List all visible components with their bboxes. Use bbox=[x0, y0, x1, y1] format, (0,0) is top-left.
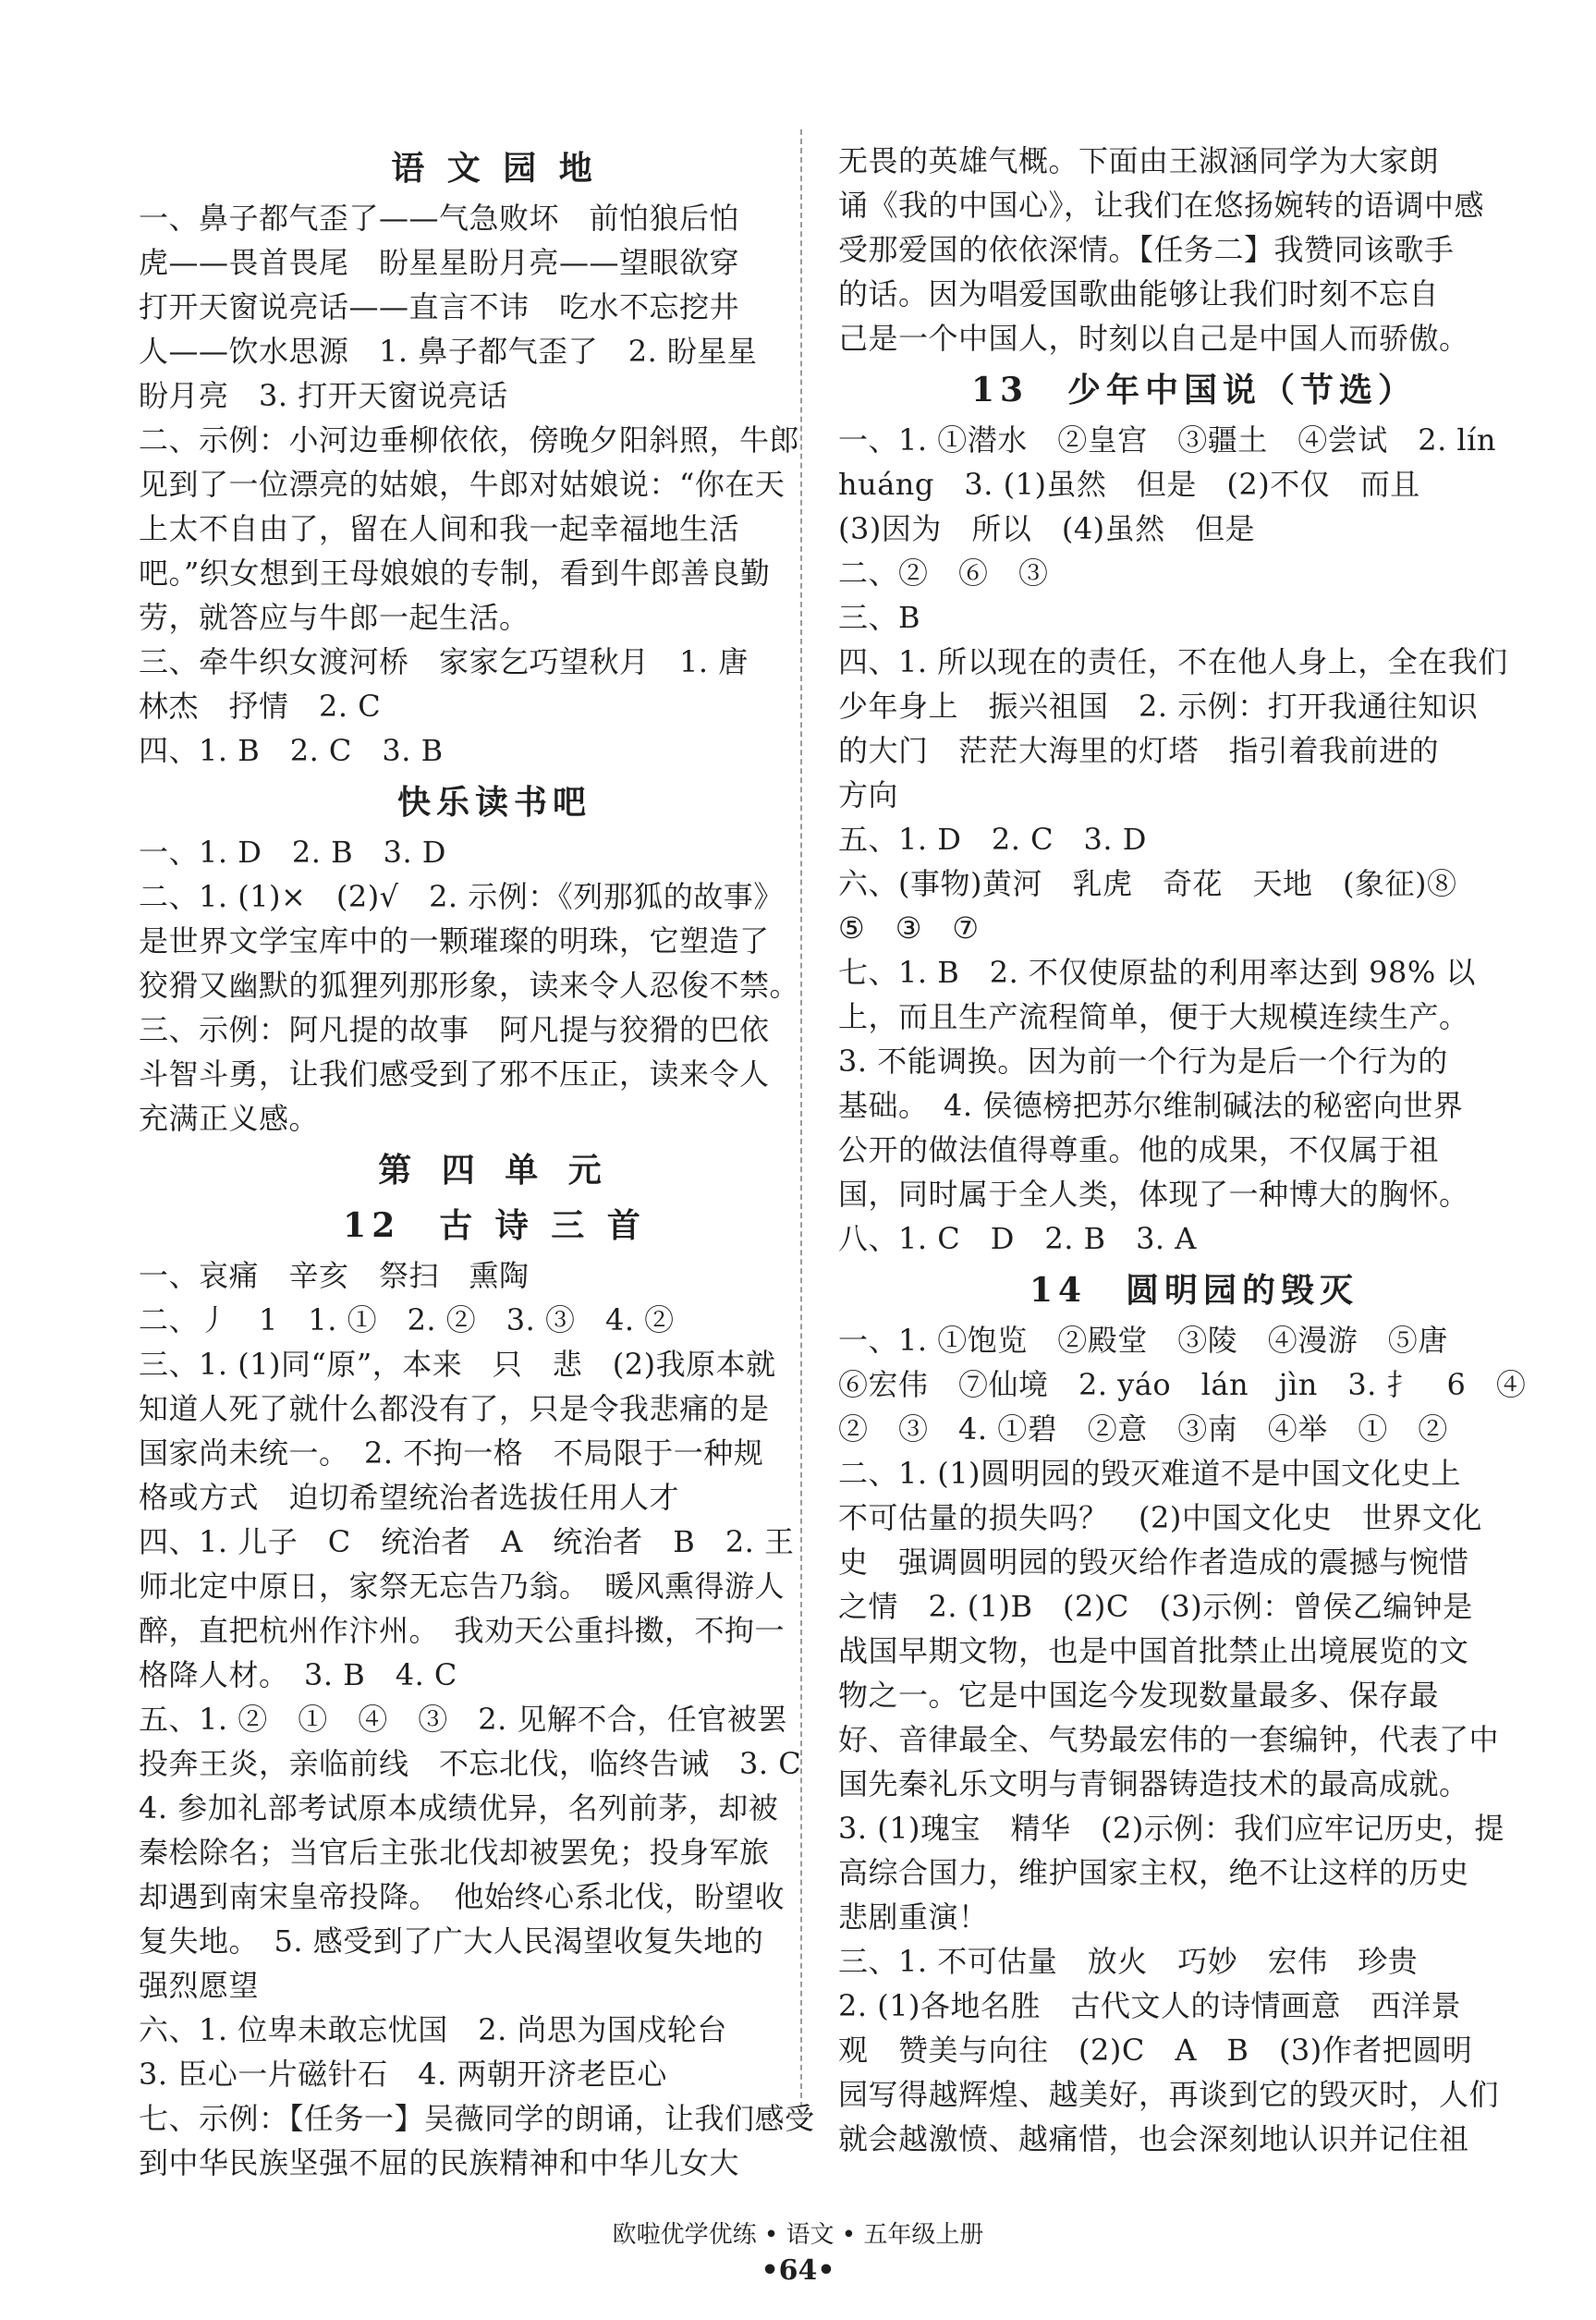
answer-line: 一、鼻子都气歪了——气急败坏 前怕狼后怕 bbox=[139, 201, 740, 236]
section-body bbox=[838, 418, 1550, 1261]
answer-line: 悲剧重演！ bbox=[838, 1899, 989, 1935]
answer-line: 国，同时属于全人类，体现了一种博大的胸怀。 bbox=[838, 1177, 1469, 1212]
answer-line: huáng 3. (1)虽然 但是 (2)不仅 而且 bbox=[838, 467, 1420, 502]
answer-line: 的大门 茫茫大海里的灯塔 指引着我前进的 bbox=[838, 733, 1440, 768]
answer-line: 少年身上 振兴祖国 2. 示例：打开我通往知识 bbox=[838, 689, 1479, 724]
answer-line: 七、示例：【任务一】吴薇同学的朗诵，让我们感受 bbox=[139, 2101, 815, 2136]
answer-line: 六、1. 位卑未敢忘忧国 2. 尚思为国戍轮台 bbox=[139, 2012, 727, 2047]
answer-line: 国先秦礼乐文明与青铜器铸造技术的最高成就。 bbox=[838, 1766, 1469, 1801]
answer-line: 上，而且生产流程简单，便于大规模连续生产。 bbox=[838, 999, 1469, 1034]
answer-line: 是世界文学宝库中的一颗璀璨的明珠，它塑造了 bbox=[139, 923, 770, 959]
unit-title: 第 四 单 元 bbox=[378, 1151, 611, 1190]
section-body bbox=[139, 830, 850, 1141]
answer-line: 二、② ⑥ ③ bbox=[838, 556, 1049, 591]
answer-line: 秦桧除名；当官后主张北伐却被罢免；投身军旅 bbox=[139, 1835, 770, 1870]
answer-line: 八、1. C D 2. B 3. A bbox=[838, 1221, 1197, 1256]
answer-line: 史 强调圆明园的毁灭给作者造成的震撼与惋惜 bbox=[838, 1545, 1469, 1580]
answer-line: 国家尚未统一。 2. 不拘一格 不局限于一种规 bbox=[139, 1435, 764, 1471]
answer-line: 强烈愿望 bbox=[139, 1968, 260, 2003]
answer-line: ⑥宏伟 ⑦仙境 2. yáo lán jìn 3. 扌 6 ④ bbox=[838, 1367, 1527, 1402]
footer-book-title: 欧啦优学优练 • 语文 • 五年级上册 bbox=[612, 2221, 984, 2249]
answer-line: 不可估量的损失吗？ (2)中国文化史 世界文化 bbox=[838, 1500, 1482, 1535]
answer-line: 四、1. B 2. C 3. B bbox=[139, 733, 444, 768]
answer-line: 基础。 4. 侯德榜把苏尔维制碱法的秘密向世界 bbox=[838, 1088, 1464, 1123]
answer-line: 三、1. 不可估量 放火 巧妙 宏伟 珍贵 bbox=[838, 1944, 1419, 1979]
answer-line: 二、示例：小河边垂柳依依，傍晚夕阳斜照，牛郎 bbox=[139, 422, 800, 458]
answer-line: 公开的做法值得尊重。他的成果，不仅属于祖 bbox=[838, 1132, 1440, 1167]
answer-line: 上太不自由了，留在人间和我一起幸福地生活 bbox=[139, 511, 740, 546]
answer-line: 无畏的英雄气概。下面由王淑涵同学为大家朗 bbox=[838, 143, 1440, 178]
answer-line: 六、(事物)黄河 乳虎 奇花 天地 (象征)⑧ bbox=[838, 866, 1457, 901]
answer-line: 高综合国力，维护国家主权，绝不让这样的历史 bbox=[838, 1855, 1469, 1890]
answer-line: 物之一。它是中国迄今发现数量最多、保存最 bbox=[838, 1678, 1440, 1713]
answer-line: 方向 bbox=[838, 777, 899, 812]
answer-line: 见到了一位漂亮的姑娘，牛郎对姑娘说：“你在天 bbox=[139, 467, 786, 502]
answer-line: 五、1. ② ① ④ ③ 2. 见解不合，任官被罢 bbox=[139, 1702, 787, 1737]
answer-line: 师北定中原日，家祭无忘告乃翁。 暖风熏得游人 bbox=[139, 1569, 786, 1604]
answer-line: 狡猾又幽默的狐狸列那形象，读来令人忍俊不禁。 bbox=[139, 968, 800, 1003]
answer-line: 二、1. (1)圆明园的毁灭难道不是中国文化史上 bbox=[838, 1456, 1462, 1491]
answer-line: 一、1. D 2. B 3. D bbox=[139, 835, 446, 870]
answer-line: 四、1. 所以现在的责任，不在他人身上，全在我们 bbox=[838, 644, 1508, 679]
answer-line: 3. 臣心一片磁针石 4. 两朝开济老臣心 bbox=[139, 2057, 667, 2092]
answer-line: 格降人材。 3. B 4. C bbox=[139, 1657, 457, 1692]
answer-line: 七、1. B 2. 不仅使原盐的利用率达到 98% 以 bbox=[838, 955, 1476, 990]
answer-line: 劳，就答应与牛郎一起生活。 bbox=[139, 600, 530, 635]
answer-line: 一、1. ①潜水 ②皇宫 ③疆土 ④尝试 2. lín bbox=[838, 422, 1496, 458]
answer-line: 醉，直把杭州作汴州。 我劝天公重抖擞，不拘一 bbox=[139, 1613, 786, 1648]
answer-line: 一、哀痛 辛亥 祭扫 熏陶 bbox=[139, 1258, 530, 1293]
answer-line: 充满正义感。 bbox=[139, 1101, 320, 1136]
answer-line: 人——饮水思源 1. 鼻子都气歪了 2. 盼星星 bbox=[139, 334, 758, 369]
answer-line: 己是一个中国人，时刻以自己是中国人而骄傲。 bbox=[838, 321, 1469, 356]
answer-line: 却遇到南宋皇帝投降。 他始终心系北伐，盼望收 bbox=[139, 1879, 786, 1914]
section-title-yuwen-yuandi: 语 文 园 地 bbox=[391, 149, 598, 188]
answer-line: 战国早期文物，也是中国首批禁止出境展览的文 bbox=[838, 1633, 1469, 1668]
answer-line: 林杰 抒情 2. C bbox=[139, 689, 382, 724]
answer-line: 二、1. (1)× (2)√ 2. 示例：《列那狐的故事》 bbox=[139, 879, 784, 914]
answer-line: 复失地。 5. 感受到了广大人民渴望收复失地的 bbox=[139, 1923, 764, 1959]
section-body bbox=[139, 196, 850, 773]
answer-line: 吧。”织女想到王母娘娘的专制，看到牛郎善良勤 bbox=[139, 556, 771, 591]
section-title-lesson-13: 13 少年中国说（节选） bbox=[970, 371, 1418, 409]
section-body bbox=[838, 139, 1550, 360]
answer-line: 到中华民族坚强不屈的民族精神和中华儿女大 bbox=[139, 2145, 740, 2180]
answer-line: 格或方式 迫切希望统治者选拔任用人才 bbox=[139, 1480, 680, 1515]
answer-line: 三、牵牛织女渡河桥 家家乞巧望秋月 1. 唐 bbox=[139, 644, 749, 679]
answer-line: 斗智斗勇，让我们感受到了邪不压正，读来令人 bbox=[139, 1056, 770, 1092]
answer-line: 4. 参加礼部考试原本成绩优异，名列前茅，却被 bbox=[139, 1790, 779, 1825]
answer-line: 五、1. D 2. C 3. D bbox=[838, 822, 1147, 857]
page-number: •64• bbox=[761, 2254, 835, 2287]
answer-line: 虎——畏首畏尾 盼星星盼月亮——望眼欲穿 bbox=[139, 245, 740, 280]
answer-line: 的话。因为唱爱国歌曲能够让我们时刻不忘自 bbox=[838, 276, 1440, 311]
answer-line: 投奔王炎，亲临前线 不忘北伐，临终告诫 3. C bbox=[139, 1746, 802, 1781]
answer-line: (3)因为 所以 (4)虽然 但是 bbox=[838, 511, 1256, 546]
answer-line: ② ③ 4. ①碧 ②意 ③南 ④举 ① ② bbox=[838, 1411, 1448, 1447]
answer-line: 二、丿 1 1. ① 2. ② 3. ③ 4. ② bbox=[139, 1302, 675, 1337]
left-column bbox=[139, 139, 850, 2185]
section-title-lesson-12: 12 古 诗 三 首 bbox=[343, 1206, 646, 1245]
answer-line: 三、B bbox=[838, 600, 921, 635]
answer-line: 四、1. 儿子 C 统治者 A 统治者 B 2. 王 bbox=[139, 1524, 795, 1559]
answer-line: 3. (1)瑰宝 精华 (2)示例：我们应牢记历史，提 bbox=[838, 1811, 1505, 1846]
section-body bbox=[838, 1318, 1550, 2161]
answer-line: 三、示例：阿凡提的故事 阿凡提与狡猾的巴依 bbox=[139, 1012, 770, 1047]
answer-line: 好、音律最全、气势最宏伟的一套编钟，代表了中 bbox=[838, 1722, 1500, 1757]
answer-line: 受那爱国的依依深情。【任务二】我赞同该歌手 bbox=[838, 232, 1455, 267]
answer-line: 知道人死了就什么都没有了，只是令我悲痛的是 bbox=[139, 1391, 770, 1426]
answer-line: 诵《我的中国心》，让我们在悠扬婉转的语调中感 bbox=[838, 188, 1485, 223]
answer-line: 三、1. (1)同“原”，本来 只 悲 (2)我原本就 bbox=[139, 1347, 776, 1382]
answer-line: 园写得越辉煌、越美好，再谈到它的毁灭时，人们 bbox=[838, 2077, 1500, 2112]
section-title-reading: 快乐读书吧 bbox=[396, 783, 591, 822]
answer-line: 就会越激愤、越痛惜，也会深刻地认识并记住祖 bbox=[838, 2121, 1469, 2156]
answer-line: 观 赞美与向往 (2)C A B (3)作者把圆明 bbox=[838, 2033, 1473, 2068]
answer-line: 打开天窗说亮话——直言不讳 吃水不忘挖井 bbox=[139, 289, 740, 324]
answer-line: 盼月亮 3. 打开天窗说亮话 bbox=[139, 378, 508, 413]
section-body bbox=[139, 1253, 850, 2185]
answer-line: 一、1. ①饱览 ②殿堂 ③陵 ④漫游 ⑤唐 bbox=[838, 1323, 1448, 1358]
right-column bbox=[838, 139, 1550, 2161]
answer-line: 2. (1)各地名胜 古代文人的诗情画意 西洋景 bbox=[838, 1988, 1462, 2023]
answer-line: 之情 2. (1)B (2)C (3)示例：曾侯乙编钟是 bbox=[838, 1589, 1473, 1624]
answer-line: 3. 不能调换。因为前一个行为是后一个行为的 bbox=[838, 1044, 1448, 1079]
answer-line: ⑤ ③ ⑦ bbox=[838, 910, 980, 946]
section-title-lesson-14: 14 圆明园的毁灭 bbox=[1029, 1271, 1359, 1310]
